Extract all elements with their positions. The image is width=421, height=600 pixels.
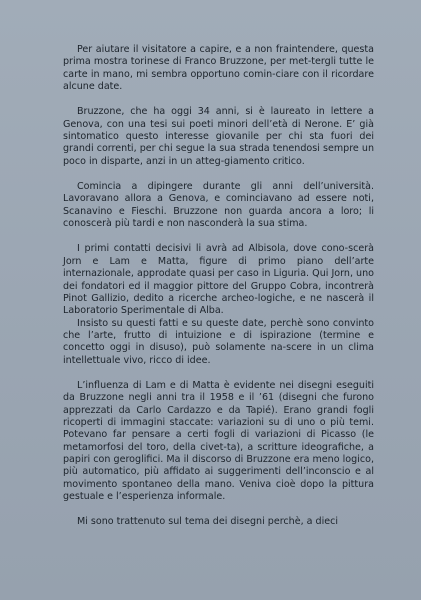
paragraph-albisola: I primi contatti decisivi li avrà ad Albisola, dove cono-scerà Jorn e Lam e Matta, figure di primo piano dell’arte internazionale, approdate quasi per caso in Liguria. Qui Jorn, uno dei fondatori ed il maggior pittore del Gruppo Cobra, incontrerà Pinot Gallizio, dedito a ricerche archeo-logiche, e ne nascerà il Laboratorio Sperimentale di Alba. [63,243,374,317]
paragraph-final: Mi sono trattenuto sul tema dei disegni perchè, a dieci [77,516,339,528]
paragraph-biography: Bruzzone, che ha oggi 34 anni, si è laureato in lettere a Genova, con una tesi sui poeti minori dell’età di Nerone. E’ già sintomatico questo interesse giovanile per chi sta fuori dei grandi correnti, per chi segue la sua strada tenendosi sempre un poco in disparte, anzi in un atteg-giamento critico. [63,106,374,167]
text-body [63,44,374,529]
paragraph-intro: Per aiutare il visitatore a capire, e a non fraintendere, questa prima mostra torinese di Franco Bruzzone, per met-tergli tutte le carte in mano, mi sembra opportuno comin-ciare con il ricordare alcune date. [63,44,374,93]
paragraph-university: Comincia a dipingere durante gli anni dell’università. Lavoravano allora a Genova, e cominciavano ad essere noti, Scanavino e Fieschi. Bruzzone non guarda ancora a loro; li conoscerà più tardi e non nasconderà la sua stima. [63,181,374,230]
paragraph-influenza: L’influenza di Lam e di Matta è evidente nei disegni eseguiti da Bruzzone negli anni tra il 1958 e il ’61 (disegni che furono apprezzati da Carlo Cardazzo e da Tapié). Erano grandi fogli ricoperti di immagini staccate: variazioni su di uno o più temi. Potevano far pensare a certi fogli di variazioni di Picasso (le metamorfosi del toro, della civet-ta), a scritture ideografiche, a papiri con geroglifici. Ma il discorso di Bruzzone era meno logico, più automatico, più affidato ai suggerimenti dell’inconscio e al movimento spontaneo della mano. Veniva cioè dopo la pittura gestuale e l’esperienza informale. [63,379,374,502]
paragraph-insisto: Insisto su questi fatti e su queste date, perchè sono convinto che l’arte, frutto di intuizione e di ispirazione (termine e concetto oggi in disuso), può solamente na-scere in un clima intellettuale vivo, ricco di idee. [63,317,374,366]
